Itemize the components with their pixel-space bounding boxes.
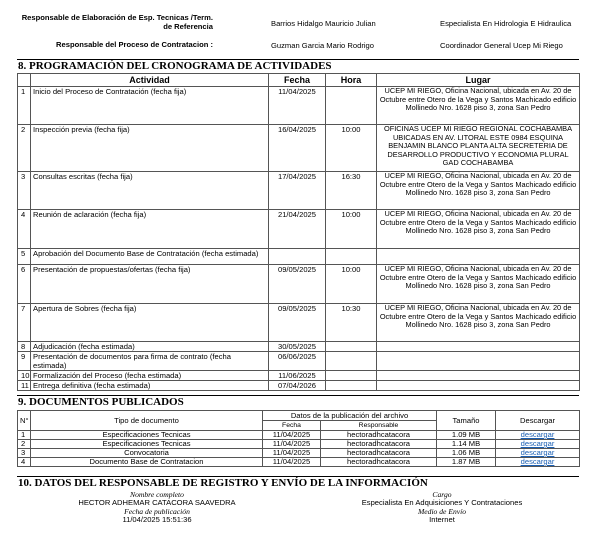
descargar-link[interactable]: descargar [520, 430, 555, 439]
doc-tipo: Especificaciones Tecnicas [31, 440, 263, 449]
row-fecha: 30/05/2025 [269, 342, 326, 352]
row-hora [326, 381, 377, 391]
header-responsable: Responsable [321, 421, 437, 431]
nombre-value: HECTOR ADHEMAR CATACORA SAAVEDRA [78, 498, 236, 507]
doc-responsable: hectoradhcatacora [321, 431, 437, 440]
row-actividad: Reunión de aclaración (fecha fija) [31, 210, 269, 249]
doc-responsable: hectoradhcatacora [321, 449, 437, 458]
section-8-title: 8. PROGRAMACIÓN DEL CRONOGRAMA DE ACTIVIDADES [17, 59, 579, 73]
doc-fecha: 11/04/2025 [263, 449, 321, 458]
responsable-role: Especialista En Hidrologia E Hidraulica [440, 19, 572, 28]
row-lugar: UCEP MI RIEGO, Oficina Nacional, ubicada en Av. 20 de Octubre entre Otero de la Vega y Santos Machicado edificio Mollinedo Nro. 1628 piso 3, zona San Pedro [377, 304, 580, 342]
row-actividad: Entrega definitiva (fecha estimada) [31, 381, 269, 391]
cronograma-row [18, 87, 580, 125]
row-hora: 16:30 [326, 172, 377, 210]
row-fecha: 09/05/2025 [269, 304, 326, 342]
header-fecha: Fecha [263, 421, 321, 431]
medio-value: Internet [429, 514, 455, 524]
row-lugar: UCEP MI RIEGO, Oficina Nacional, ubicada en Av. 20 de Octubre entre Otero de la Vega y Santos Machicado edificio Mollinedo Nro. 1628 piso 3, zona San Pedro [377, 265, 580, 304]
header-tipo: Tipo de documento [31, 411, 263, 431]
doc-descargar-cell [496, 440, 580, 449]
cronograma-row [18, 342, 580, 352]
doc-fecha: 11/04/2025 [263, 431, 321, 440]
registro-block [17, 491, 579, 531]
doc-tamano: 1.87 MB [437, 458, 496, 467]
row-actividad: Apertura de Sobres (fecha fija) [31, 304, 269, 342]
row-actividad: Aprobación del Documento Base de Contratación (fecha estimada) [31, 249, 269, 265]
header-fecha: Fecha [269, 74, 326, 87]
row-lugar [377, 342, 580, 352]
row-lugar [377, 371, 580, 381]
row-actividad: Presentación de propuestas/ofertas (fecha fija) [31, 265, 269, 304]
cronograma-row [18, 352, 580, 371]
doc-number: 3 [18, 449, 31, 458]
cronograma-row [18, 381, 580, 391]
cronograma-table [17, 73, 580, 391]
header-actividad: Actividad [31, 74, 269, 87]
cronograma-row [18, 172, 580, 210]
row-hora: 10:30 [326, 304, 377, 342]
row-number: 6 [18, 265, 31, 304]
row-actividad: Adjudicación (fecha estimada) [31, 342, 269, 352]
medio-caption: Medio de Envío [417, 506, 467, 516]
row-number: 4 [18, 210, 31, 249]
documento-row [18, 449, 580, 458]
row-lugar [377, 249, 580, 265]
row-lugar: UCEP MI RIEGO, Oficina Nacional, ubicada en Av. 20 de Octubre entre Otero de la Vega y Santos Machicado edificio Mollinedo Nro. 1628 piso 3, zona San Pedro [377, 172, 580, 210]
row-fecha [269, 249, 326, 265]
row-number: 1 [18, 87, 31, 125]
responsable-label: Responsable de Elaboración de Esp. Tecnicas /Term. de Referencia [21, 13, 213, 31]
fecha-value: 11/04/2025 15:51:36 [122, 514, 192, 524]
row-fecha: 21/04/2025 [269, 210, 326, 249]
row-actividad: Inicio del Proceso de Contratación (fecha fija) [31, 87, 269, 125]
row-fecha: 11/04/2025 [269, 87, 326, 125]
row-hora [326, 87, 377, 125]
cronograma-row [18, 304, 580, 342]
responsable-name: Guzman Garcia Mario Rodrigo [271, 41, 374, 50]
row-actividad: Formalización del Proceso (fecha estimada) [31, 371, 269, 381]
doc-fecha: 11/04/2025 [263, 440, 321, 449]
responsable-name: Barrios Hidalgo Mauricio Julian [271, 19, 376, 28]
row-number: 9 [18, 352, 31, 371]
descargar-link[interactable]: descargar [520, 439, 555, 448]
doc-descargar-cell [496, 449, 580, 458]
row-number: 8 [18, 342, 31, 352]
section-9-title: 9. DOCUMENTOS PUBLICADOS [17, 395, 579, 409]
doc-tipo: Documento Base de Contratacion [31, 458, 263, 467]
documento-row [18, 440, 580, 449]
doc-tipo: Especificaciones Tecnicas [31, 431, 263, 440]
row-fecha: 17/04/2025 [269, 172, 326, 210]
header-tamano: Tamaño [437, 411, 496, 431]
documento-row [18, 431, 580, 440]
header-hora: Hora [326, 74, 377, 87]
nombre-caption: Nombre completo [130, 490, 184, 499]
row-number: 7 [18, 304, 31, 342]
nombre-column [47, 491, 267, 524]
row-number: 2 [18, 125, 31, 172]
row-hora: 10:00 [326, 125, 377, 172]
descargar-link[interactable]: descargar [520, 457, 555, 466]
row-lugar [377, 352, 580, 371]
row-actividad: Inspección previa (fecha fija) [31, 125, 269, 172]
header-n: N° [18, 411, 31, 431]
descargar-link[interactable]: descargar [520, 448, 555, 457]
fecha-caption: Fecha de publicación [124, 506, 190, 516]
row-number: 11 [18, 381, 31, 391]
section-10-title: 10. DATOS DEL RESPONSABLE DE REGISTRO Y ENVÍO DE LA INFORMACIÓN [17, 476, 579, 490]
row-fecha: 07/04/2026 [269, 381, 326, 391]
row-number: 5 [18, 249, 31, 265]
row-number: 3 [18, 172, 31, 210]
cronograma-row [18, 371, 580, 381]
cargo-column [327, 491, 557, 524]
cargo-caption: Cargo [432, 490, 452, 499]
header-descargar: Descargar [496, 411, 580, 431]
row-lugar: OFICINAS UCEP MI RIEGO REGIONAL COCHABAMBA UBICADAS EN AV. LITORAL ESTE 0984 ESQUINA BENJAMIN BLANCO PLANTA ALTA SECRETERIA DE DESARROLLO PRODUCTIVO Y ECONOMIA PLURAL GAD COCHABAMBA [377, 125, 580, 172]
row-lugar [377, 381, 580, 391]
responsable-role: Coordinador General Ucep Mi Riego [440, 41, 563, 50]
doc-tamano: 1.14 MB [437, 440, 496, 449]
documentos-table [17, 410, 580, 467]
doc-descargar-cell [496, 431, 580, 440]
doc-fecha: 11/04/2025 [263, 458, 321, 467]
cronograma-row [18, 265, 580, 304]
row-hora [326, 352, 377, 371]
row-lugar: UCEP MI RIEGO, Oficina Nacional, ubicada en Av. 20 de Octubre entre Otero de la Vega y Santos Machicado edificio Mollinedo Nro. 1628 piso 3, zona San Pedro [377, 210, 580, 249]
row-hora: 10:00 [326, 210, 377, 249]
cronograma-header-row [18, 74, 580, 87]
cargo-value: Especialista En Adquisiciones Y Contrataciones [361, 498, 523, 507]
row-actividad: Consultas escritas (fecha fija) [31, 172, 269, 210]
responsable-label: Responsable del Proceso de Contratacion : [56, 40, 213, 49]
row-hora [326, 249, 377, 265]
cronograma-row [18, 249, 580, 265]
documento-row [18, 458, 580, 467]
doc-responsable: hectoradhcatacora [321, 458, 437, 467]
row-hora: 10:00 [326, 265, 377, 304]
cronograma-row [18, 210, 580, 249]
doc-number: 4 [18, 458, 31, 467]
row-hora [326, 342, 377, 352]
doc-number: 1 [18, 431, 31, 440]
row-fecha: 16/04/2025 [269, 125, 326, 172]
doc-responsable: hectoradhcatacora [321, 440, 437, 449]
doc-descargar-cell [496, 458, 580, 467]
header-number [18, 74, 31, 87]
row-fecha: 09/05/2025 [269, 265, 326, 304]
row-actividad: Presentación de documentos para firma de contrato (fecha estimada) [31, 352, 269, 371]
row-hora [326, 371, 377, 381]
row-fecha: 11/06/2025 [269, 371, 326, 381]
row-number: 10 [18, 371, 31, 381]
doc-tamano: 1.09 MB [437, 431, 496, 440]
doc-tamano: 1.06 MB [437, 449, 496, 458]
cronograma-row [18, 125, 580, 172]
row-lugar: UCEP MI RIEGO, Oficina Nacional, ubicada en Av. 20 de Octubre entre Otero de la Vega y Santos Machicado edificio Mollinedo Nro. 1628 piso 3, zona San Pedro [377, 87, 580, 125]
header-lugar: Lugar [377, 74, 580, 87]
doc-tipo: Convocatoria [31, 449, 263, 458]
doc-number: 2 [18, 440, 31, 449]
header-datos: Datos de la publicación del archivo [263, 411, 437, 421]
row-fecha: 06/06/2025 [269, 352, 326, 371]
